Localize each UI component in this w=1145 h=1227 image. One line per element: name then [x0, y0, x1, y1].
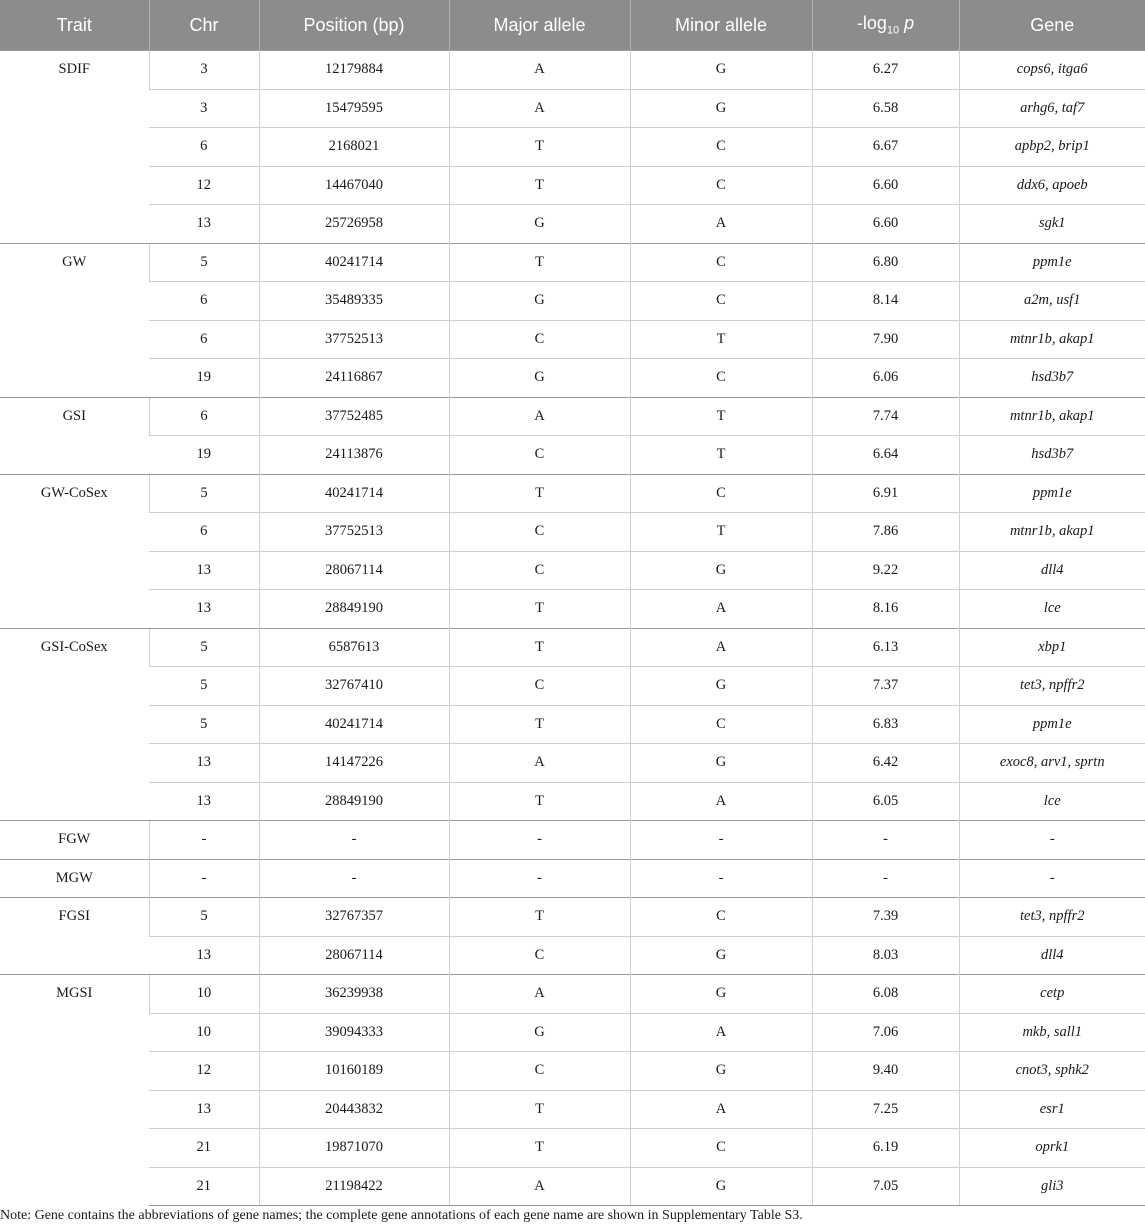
position-cell: 6587613 [259, 628, 449, 667]
table-row [0, 782, 1145, 821]
table-row [0, 243, 1145, 282]
chr-cell: 3 [149, 51, 259, 90]
chr-cell: 5 [149, 705, 259, 744]
table-row [0, 436, 1145, 475]
table-row [0, 474, 1145, 513]
gene-cell: ppm1e [959, 243, 1145, 282]
table-row [0, 1129, 1145, 1168]
gene-cell: mtnr1b, akap1 [959, 397, 1145, 436]
chr-cell: 13 [149, 936, 259, 975]
minor-allele-cell: T [630, 397, 812, 436]
gene-cell: tet3, npffr2 [959, 898, 1145, 937]
table-note: Note: Gene contains the abbreviations of gene names; the complete gene annotations of each gene name are shown in Supplementary Table S3. [0, 1208, 803, 1223]
gene-cell: - [959, 859, 1145, 898]
position-cell: 20443832 [259, 1090, 449, 1129]
log10-p-cell: 6.67 [812, 128, 959, 167]
log10-p-cell: 6.06 [812, 359, 959, 398]
gene-cell: hsd3b7 [959, 436, 1145, 475]
minor-allele-cell: T [630, 436, 812, 475]
major-allele-cell: G [449, 359, 630, 398]
table-row [0, 551, 1145, 590]
gene-cell: tet3, npffr2 [959, 667, 1145, 706]
log10-p-cell: 7.86 [812, 513, 959, 552]
major-allele-cell: C [449, 513, 630, 552]
header-major-allele: Major allele [449, 0, 630, 51]
position-cell: 37752513 [259, 320, 449, 359]
header-log-subscript: 10 [886, 24, 900, 37]
chr-cell: 13 [149, 551, 259, 590]
position-cell: 25726958 [259, 205, 449, 244]
minor-allele-cell: G [630, 551, 812, 590]
minor-allele-cell: C [630, 243, 812, 282]
major-allele-cell: - [449, 821, 630, 860]
table-row [0, 1052, 1145, 1091]
minor-allele-cell: - [630, 859, 812, 898]
table-row [0, 128, 1145, 167]
minor-allele-cell: A [630, 205, 812, 244]
position-cell: 21198422 [259, 1167, 449, 1206]
trait-cell: GSI [0, 397, 149, 474]
gene-cell: lce [959, 590, 1145, 629]
position-cell: 10160189 [259, 1052, 449, 1091]
gene-cell: hsd3b7 [959, 359, 1145, 398]
chr-cell: 19 [149, 436, 259, 475]
table-row [0, 89, 1145, 128]
table-row [0, 975, 1145, 1014]
chr-cell: 10 [149, 1013, 259, 1052]
log10-p-cell: - [812, 821, 959, 860]
position-cell: 40241714 [259, 474, 449, 513]
position-cell: 14147226 [259, 744, 449, 783]
minor-allele-cell: A [630, 1090, 812, 1129]
minor-allele-cell: C [630, 128, 812, 167]
position-cell: - [259, 821, 449, 860]
log10-p-cell: - [812, 859, 959, 898]
log10-p-cell: 9.22 [812, 551, 959, 590]
log10-p-cell: 7.06 [812, 1013, 959, 1052]
minor-allele-cell: C [630, 282, 812, 321]
gene-cell: sgk1 [959, 205, 1145, 244]
header-log-prefix: -log [856, 13, 887, 34]
position-cell: - [259, 859, 449, 898]
table-row [0, 397, 1145, 436]
log10-p-cell: 6.80 [812, 243, 959, 282]
table-row [0, 282, 1145, 321]
trait-cell: MGSI [0, 975, 149, 1206]
position-cell: 28849190 [259, 590, 449, 629]
major-allele-cell: G [449, 1013, 630, 1052]
table-row [0, 1013, 1145, 1052]
gene-cell: dll4 [959, 936, 1145, 975]
table-body [0, 51, 1145, 1206]
position-cell: 24116867 [259, 359, 449, 398]
gene-cell: xbp1 [959, 628, 1145, 667]
gene-cell: cnot3, sphk2 [959, 1052, 1145, 1091]
gene-cell: ppm1e [959, 705, 1145, 744]
table-row [0, 1167, 1145, 1206]
position-cell: 37752513 [259, 513, 449, 552]
log10-p-cell: 6.58 [812, 89, 959, 128]
major-allele-cell: - [449, 859, 630, 898]
log10-p-cell: 6.27 [812, 51, 959, 90]
position-cell: 12179884 [259, 51, 449, 90]
minor-allele-cell: G [630, 1167, 812, 1206]
chr-cell: 6 [149, 397, 259, 436]
major-allele-cell: T [449, 1129, 630, 1168]
major-allele-cell: T [449, 590, 630, 629]
minor-allele-cell: C [630, 359, 812, 398]
chr-cell: 13 [149, 205, 259, 244]
minor-allele-cell: G [630, 1052, 812, 1091]
table-row [0, 359, 1145, 398]
minor-allele-cell: - [630, 821, 812, 860]
minor-allele-cell: A [630, 782, 812, 821]
table-row [0, 859, 1145, 898]
log10-p-cell: 6.05 [812, 782, 959, 821]
major-allele-cell: T [449, 705, 630, 744]
chr-cell: 13 [149, 782, 259, 821]
position-cell: 36239938 [259, 975, 449, 1014]
position-cell: 40241714 [259, 243, 449, 282]
header-log10-p [812, 0, 959, 51]
trait-cell: SDIF [0, 51, 149, 244]
position-cell: 32767357 [259, 898, 449, 937]
minor-allele-cell: C [630, 166, 812, 205]
log10-p-cell: 6.08 [812, 975, 959, 1014]
gene-cell: - [959, 821, 1145, 860]
chr-cell: 10 [149, 975, 259, 1014]
major-allele-cell: T [449, 166, 630, 205]
major-allele-cell: T [449, 898, 630, 937]
log10-p-cell: 9.40 [812, 1052, 959, 1091]
chr-cell: 5 [149, 898, 259, 937]
table-row [0, 590, 1145, 629]
minor-allele-cell: C [630, 474, 812, 513]
log10-p-cell: 6.42 [812, 744, 959, 783]
major-allele-cell: C [449, 436, 630, 475]
major-allele-cell: A [449, 89, 630, 128]
log10-p-cell: 6.91 [812, 474, 959, 513]
chr-cell: 21 [149, 1129, 259, 1168]
chr-cell: 21 [149, 1167, 259, 1206]
chr-cell: 6 [149, 320, 259, 359]
table-header-row [0, 0, 1145, 51]
chr-cell: 13 [149, 744, 259, 783]
trait-cell: GW [0, 243, 149, 397]
major-allele-cell: T [449, 628, 630, 667]
major-allele-cell: G [449, 205, 630, 244]
log10-p-cell: 6.13 [812, 628, 959, 667]
chr-cell: 6 [149, 513, 259, 552]
minor-allele-cell: T [630, 513, 812, 552]
gene-cell: ddx6, apoeb [959, 166, 1145, 205]
chr-cell: - [149, 821, 259, 860]
minor-allele-cell: T [630, 320, 812, 359]
table-row [0, 667, 1145, 706]
gene-cell: arhg6, taf7 [959, 89, 1145, 128]
chr-cell: 13 [149, 1090, 259, 1129]
major-allele-cell: C [449, 320, 630, 359]
table-row [0, 705, 1145, 744]
gene-cell: dll4 [959, 551, 1145, 590]
trait-cell: GSI-CoSex [0, 628, 149, 821]
position-cell: 37752485 [259, 397, 449, 436]
header-chr: Chr [149, 0, 259, 51]
position-cell: 15479595 [259, 89, 449, 128]
log10-p-cell: 6.60 [812, 166, 959, 205]
chr-cell: 5 [149, 628, 259, 667]
major-allele-cell: C [449, 1052, 630, 1091]
log10-p-cell: 7.25 [812, 1090, 959, 1129]
major-allele-cell: T [449, 243, 630, 282]
position-cell: 24113876 [259, 436, 449, 475]
table-row [0, 205, 1145, 244]
gene-cell: lce [959, 782, 1145, 821]
trait-cell: FGSI [0, 898, 149, 975]
minor-allele-cell: C [630, 705, 812, 744]
log10-p-cell: 7.90 [812, 320, 959, 359]
position-cell: 35489335 [259, 282, 449, 321]
position-cell: 28067114 [259, 551, 449, 590]
log10-p-cell: 7.39 [812, 898, 959, 937]
gene-cell: cetp [959, 975, 1145, 1014]
major-allele-cell: T [449, 474, 630, 513]
position-cell: 19871070 [259, 1129, 449, 1168]
log10-p-cell: 6.83 [812, 705, 959, 744]
minor-allele-cell: G [630, 975, 812, 1014]
header-trait: Trait [0, 0, 149, 51]
log10-p-cell: 8.03 [812, 936, 959, 975]
minor-allele-cell: G [630, 51, 812, 90]
gene-cell: oprk1 [959, 1129, 1145, 1168]
table-row [0, 936, 1145, 975]
chr-cell: 13 [149, 590, 259, 629]
gene-cell: mtnr1b, akap1 [959, 513, 1145, 552]
major-allele-cell: C [449, 551, 630, 590]
gene-cell: esr1 [959, 1090, 1145, 1129]
log10-p-cell: 7.74 [812, 397, 959, 436]
gene-cell: exoc8, arv1, sprtn [959, 744, 1145, 783]
major-allele-cell: A [449, 975, 630, 1014]
trait-cell: GW-CoSex [0, 474, 149, 628]
position-cell: 28067114 [259, 936, 449, 975]
major-allele-cell: T [449, 128, 630, 167]
gene-cell: ppm1e [959, 474, 1145, 513]
table-row [0, 320, 1145, 359]
minor-allele-cell: C [630, 898, 812, 937]
major-allele-cell: A [449, 1167, 630, 1206]
position-cell: 2168021 [259, 128, 449, 167]
position-cell: 32767410 [259, 667, 449, 706]
gene-cell: mkb, sall1 [959, 1013, 1145, 1052]
major-allele-cell: A [449, 397, 630, 436]
gene-cell: a2m, usf1 [959, 282, 1145, 321]
minor-allele-cell: A [630, 1013, 812, 1052]
gene-cell: cops6, itga6 [959, 51, 1145, 90]
log10-p-cell: 8.14 [812, 282, 959, 321]
table-row [0, 166, 1145, 205]
header-gene: Gene [959, 0, 1145, 51]
header-minor-allele: Minor allele [630, 0, 812, 51]
minor-allele-cell: G [630, 744, 812, 783]
minor-allele-cell: A [630, 628, 812, 667]
log10-p-cell: 6.60 [812, 205, 959, 244]
position-cell: 40241714 [259, 705, 449, 744]
log10-p-cell: 7.05 [812, 1167, 959, 1206]
minor-allele-cell: G [630, 936, 812, 975]
gene-cell: gli3 [959, 1167, 1145, 1206]
minor-allele-cell: A [630, 590, 812, 629]
chr-cell: 5 [149, 474, 259, 513]
table-row [0, 744, 1145, 783]
table-row [0, 628, 1145, 667]
chr-cell: 6 [149, 282, 259, 321]
trait-cell: MGW [0, 859, 149, 898]
table-row [0, 898, 1145, 937]
chr-cell: 5 [149, 243, 259, 282]
log10-p-cell: 7.37 [812, 667, 959, 706]
minor-allele-cell: C [630, 1129, 812, 1168]
position-cell: 14467040 [259, 166, 449, 205]
trait-cell: FGW [0, 821, 149, 860]
gene-cell: apbp2, brip1 [959, 128, 1145, 167]
major-allele-cell: C [449, 667, 630, 706]
chr-cell: 5 [149, 667, 259, 706]
chr-cell: - [149, 859, 259, 898]
major-allele-cell: G [449, 282, 630, 321]
table-row [0, 1090, 1145, 1129]
position-cell: 28849190 [259, 782, 449, 821]
table-row [0, 51, 1145, 90]
major-allele-cell: C [449, 936, 630, 975]
log10-p-cell: 8.16 [812, 590, 959, 629]
chr-cell: 12 [149, 1052, 259, 1091]
chr-cell: 6 [149, 128, 259, 167]
minor-allele-cell: G [630, 89, 812, 128]
header-p-symbol: p [904, 13, 915, 34]
log10-p-cell: 6.19 [812, 1129, 959, 1168]
table-row [0, 513, 1145, 552]
major-allele-cell: A [449, 744, 630, 783]
minor-allele-cell: G [630, 667, 812, 706]
major-allele-cell: T [449, 782, 630, 821]
major-allele-cell: T [449, 1090, 630, 1129]
chr-cell: 12 [149, 166, 259, 205]
table-row [0, 821, 1145, 860]
gene-cell: mtnr1b, akap1 [959, 320, 1145, 359]
major-allele-cell: A [449, 51, 630, 90]
log10-p-cell: 6.64 [812, 436, 959, 475]
position-cell: 39094333 [259, 1013, 449, 1052]
chr-cell: 19 [149, 359, 259, 398]
chr-cell: 3 [149, 89, 259, 128]
header-position: Position (bp) [259, 0, 449, 51]
